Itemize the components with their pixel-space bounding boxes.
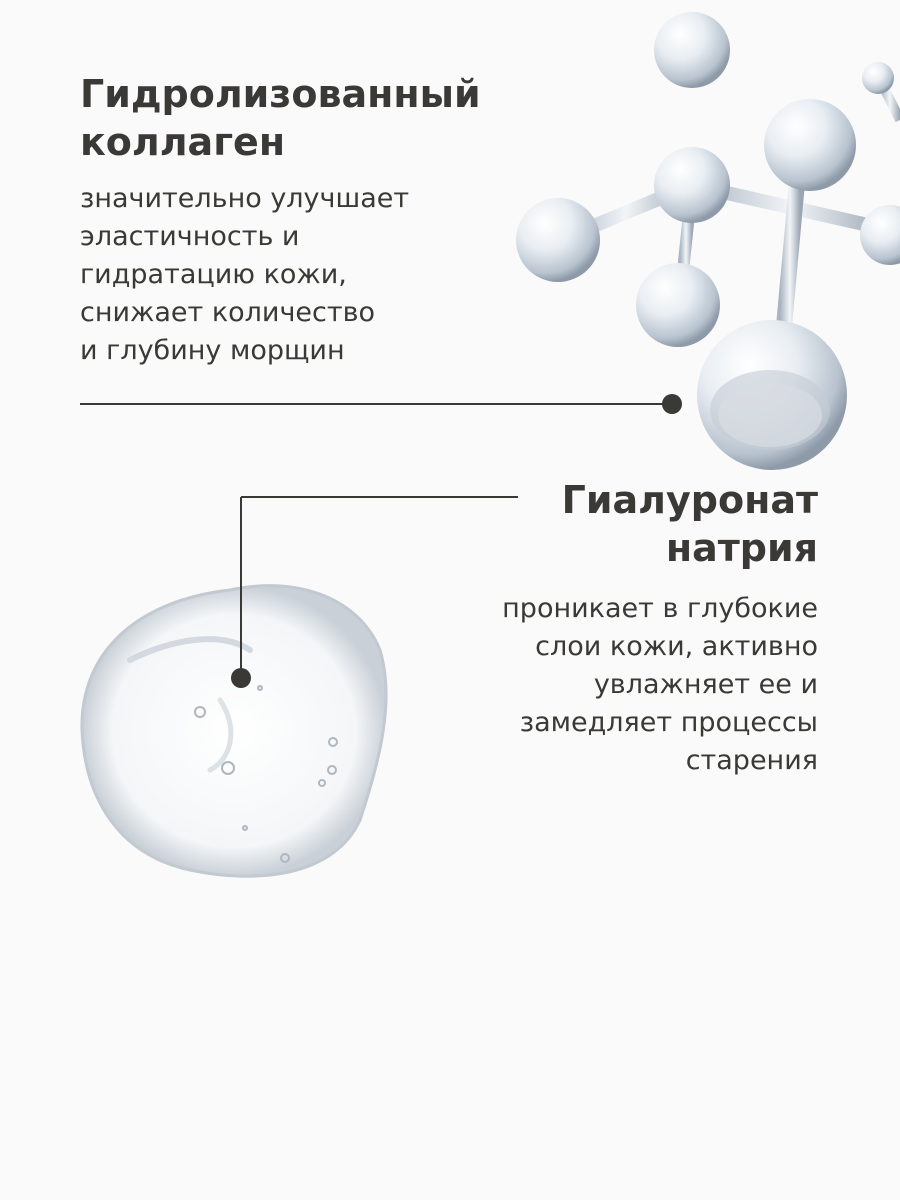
- collagen-description-line: снижает количество: [80, 297, 376, 328]
- collagen-description: [80, 180, 409, 370]
- collagen-description-line: значительно улучшает: [80, 183, 410, 214]
- collagen-title: [80, 70, 481, 166]
- hyaluronate-title-line: натрия: [665, 526, 818, 570]
- hyaluronate-title: [562, 476, 818, 572]
- collagen-title-line: Гидролизованный: [80, 72, 481, 116]
- collagen-description-line: и глубину морщин: [80, 335, 345, 366]
- collagen-description-line: эластичность и: [80, 221, 300, 252]
- molecule-bonds: [560, 60, 900, 370]
- collagen-description-line: гидратацию кожи,: [80, 259, 347, 290]
- hyaluronate-description: [502, 590, 818, 780]
- gel-droplet: [82, 586, 386, 877]
- molecule-atoms: [516, 12, 900, 470]
- hyaluronate-description-line: старения: [685, 745, 818, 776]
- hyaluronate-description-line: проникает в глубокие: [502, 593, 818, 624]
- collagen-title-line: коллаген: [80, 120, 286, 164]
- hyaluronate-description-line: увлажняет ее и: [593, 669, 818, 700]
- hyaluronate-description-line: замедляет процессы: [519, 707, 818, 738]
- hyaluronate-description-line: слои кожи, активно: [535, 631, 818, 662]
- hyaluronate-title-line: Гиалуронат: [561, 478, 818, 522]
- connector-collagen: [80, 394, 682, 414]
